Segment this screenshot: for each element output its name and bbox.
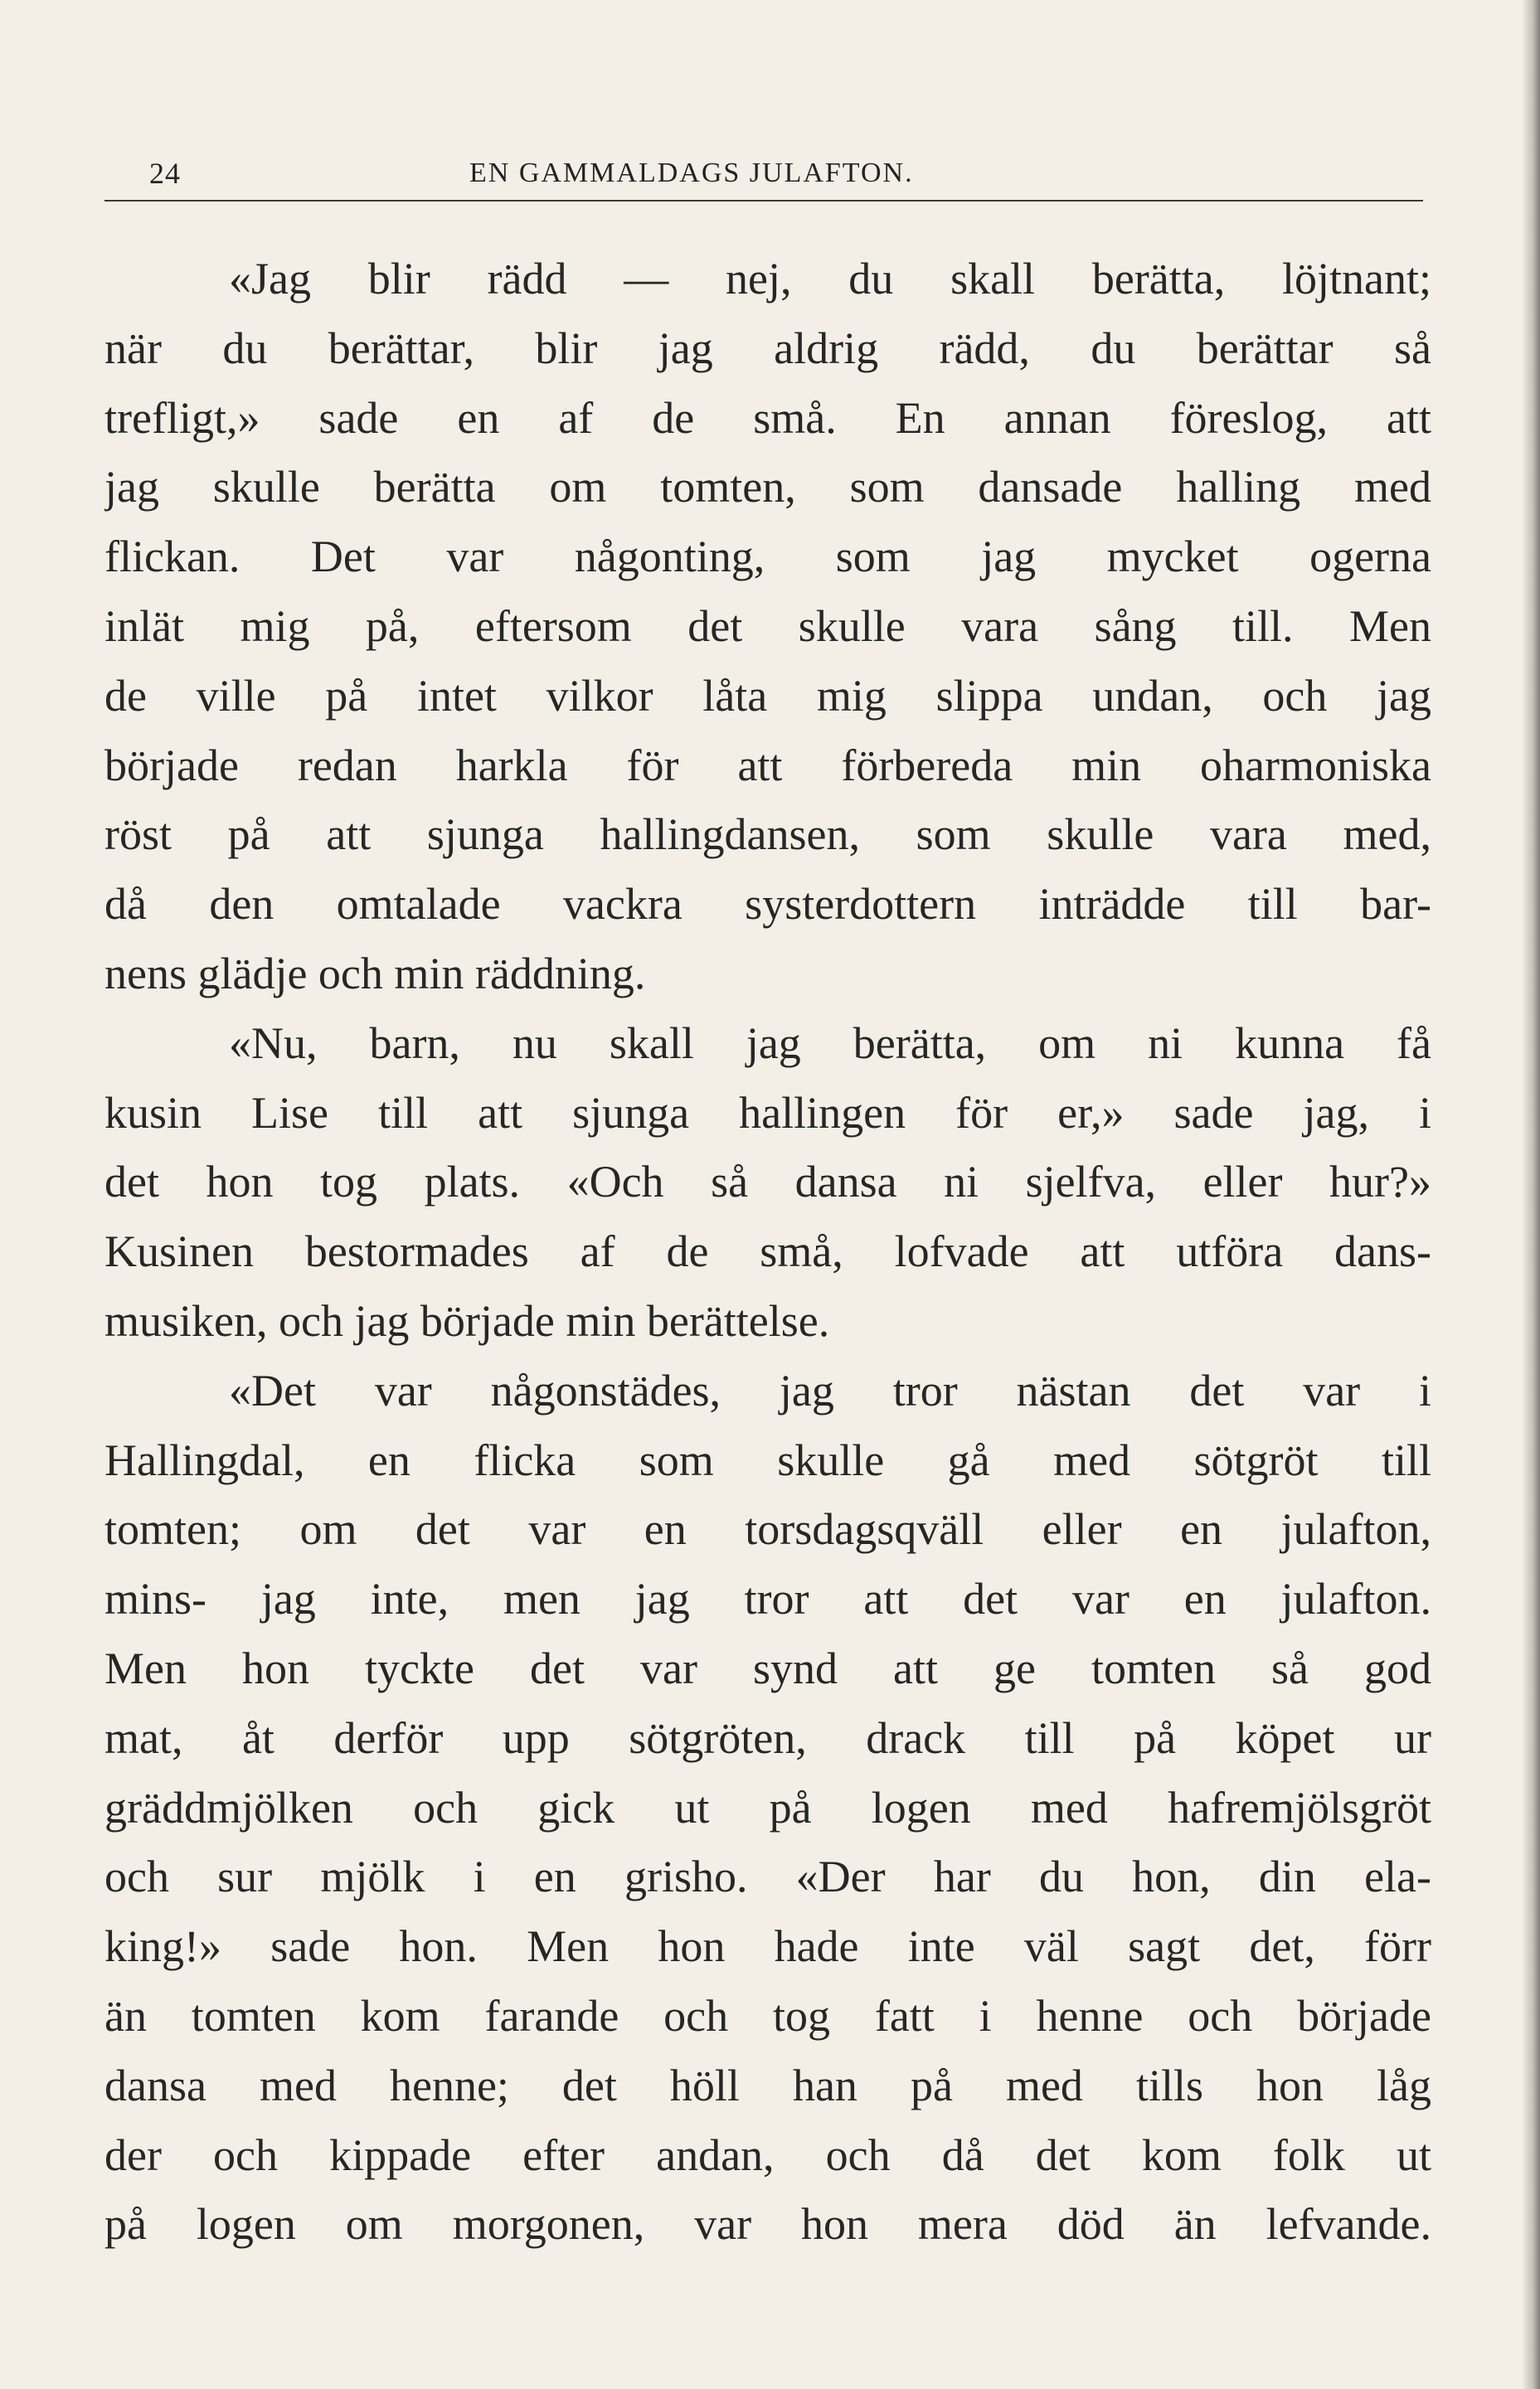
page-number: 24 [149, 157, 181, 190]
page-edge-shadow [1522, 0, 1540, 2389]
text-line: flickan. Det var någonting, som jag mycket ogerna [104, 532, 1431, 582]
text-line: på logen om morgonen, var hon mera död än lefvande. [104, 2199, 1431, 2250]
text-line: gräddmjölken och gick ut på logen med hafremjölsgröt [104, 1782, 1431, 1833]
text-line: inlät mig på, eftersom det skulle vara sång till. Men [104, 600, 1431, 651]
text-line: musiken, och jag började min berättelse. [104, 1295, 830, 1346]
text-line: nens glädje och min räddning. [104, 948, 646, 998]
text-line: det hon tog plats. «Och så dansa ni sjelfva, eller hur?» [104, 1157, 1431, 1207]
text-line: när du berättar, blir jag aldrig rädd, du berättar så [104, 323, 1431, 373]
text-line: de ville på intet vilkor låta mig slippa undan, och jag [104, 670, 1431, 721]
text-line: «Jag blir rädd — nej, du skall berätta, löjtnant; [229, 254, 1431, 303]
text-line: Men hon tyckte det var synd att ge tomten så god [104, 1643, 1431, 1693]
running-title: EN GAMMALDAGS JULAFTON. [469, 158, 914, 188]
text-line: Kusinen bestormades af de små, lofvade att utföra dans- [104, 1226, 1431, 1277]
text-line: Hallingdal, en flicka som skulle gå med sötgröt till [104, 1435, 1431, 1485]
page-header [104, 149, 1423, 199]
text-line: röst på att sjunga hallingdansen, som skulle vara med, [104, 809, 1431, 860]
text-line: mat, åt derför upp sötgröten, drack till på köpet ur [104, 1712, 1431, 1763]
text-line: trefligt,» sade en af de små. En annan föreslog, att [104, 392, 1431, 443]
text-line: tomten; om det var en torsdagsqväll eller en julafton, [104, 1504, 1431, 1555]
text-line: «Nu, barn, nu skall jag berätta, om ni kunna få [229, 1017, 1431, 1068]
header-rule [104, 200, 1423, 202]
text-line: king!» sade hon. Men hon hade inte väl sagt det, förr [104, 1921, 1431, 1972]
text-line: kusin Lise till att sjunga hallingen för er,» sade jag, i [104, 1087, 1431, 1138]
text-line: mins- jag inte, men jag tror att det var en julafton. [104, 1574, 1431, 1624]
text-line: då den omtalade vackra systerdottern inträdde till bar- [104, 879, 1431, 930]
text-line: och sur mjölk i en grisho. «Der har du hon, din ela- [104, 1852, 1431, 1902]
text-line: dansa med henne; det höll han på med tills hon låg [104, 2060, 1431, 2110]
text-line: började redan harkla för att förbereda min oharmoniska [104, 740, 1431, 790]
text-line: jag skulle berätta om tomten, som dansade halling med [104, 462, 1431, 512]
body-text [104, 245, 1431, 2260]
text-line: der och kippade efter andan, och då det kom folk ut [104, 2129, 1431, 2180]
text-line: «Det var någonstädes, jag tror nästan det var i [229, 1365, 1431, 1415]
text-line: än tomten kom farande och tog fatt i henne och började [104, 1990, 1431, 2041]
